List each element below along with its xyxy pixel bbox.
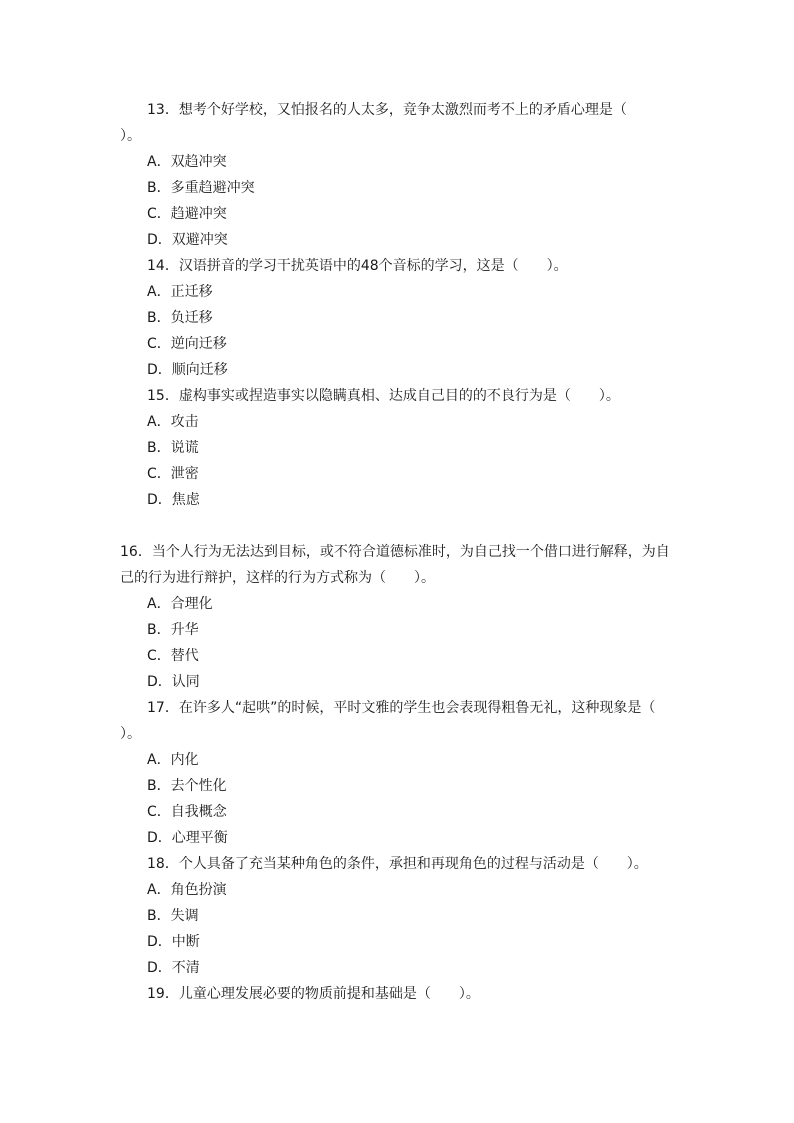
question-18-option-d: D．不清 [147, 960, 200, 976]
question-15-option-d: D．焦虑 [147, 492, 200, 508]
question-18-text: 18．个人具备了充当某种角色的条件，承担和再现角色的过程与活动是（ ）。 [147, 856, 648, 872]
question-16-option-b: B．升华 [147, 622, 199, 638]
question-15-option-a: A．攻击 [147, 414, 199, 430]
question-16-text-cont: 己的行为进行辩护，这样的行为方式称为（ ）。 [120, 570, 435, 586]
question-13-text: 13．想考个好学校，又怕报名的人太多，竞争太激烈而考不上的矛盾心理是（ [147, 102, 627, 118]
question-17-text: 17．在许多人“起哄”的时候，平时文雅的学生也会表现得粗鲁无礼，这种现象是（ [147, 700, 656, 716]
question-18-option-c: D．中断 [147, 934, 200, 950]
question-15-text: 15．虚构事实或捏造事实以隐瞒真相、达成自己目的的不良行为是（ ）。 [147, 388, 620, 404]
question-13-option-c: C．趋避冲突 [147, 206, 227, 222]
question-14-option-a: A．正迁移 [147, 284, 213, 300]
question-16-option-a: A．合理化 [147, 596, 213, 612]
question-13-text-cont: ）。 [120, 128, 141, 144]
question-16-option-c: C．替代 [147, 648, 199, 664]
question-14-option-c: C．逆向迁移 [147, 336, 227, 352]
question-17-text-cont: ）。 [120, 726, 141, 742]
question-18-option-b: B．失调 [147, 908, 199, 924]
question-14-option-d: D．顺向迁移 [147, 362, 228, 378]
question-14-option-b: B．负迁移 [147, 310, 213, 326]
question-13-option-a: A．双趋冲突 [147, 154, 227, 170]
question-18-option-a: A．角色扮演 [147, 882, 227, 898]
question-13-option-b: B．多重趋避冲突 [147, 180, 255, 196]
question-17-option-a: A．内化 [147, 752, 199, 768]
question-17-option-d: D．心理平衡 [147, 830, 228, 846]
question-17-option-b: B．去个性化 [147, 778, 227, 794]
question-14-text: 14．汉语拼音的学习干扰英语中的48个音标的学习，这是（ ）。 [147, 258, 568, 274]
question-15-option-b: B．说谎 [147, 440, 199, 456]
question-16-option-d: D．认同 [147, 674, 200, 690]
question-19-text: 19．儿童心理发展必要的物质前提和基础是（ ）。 [147, 986, 480, 1002]
question-16-text: 16．当个人行为无法达到目标，或不符合道德标准时，为自己找一个借口进行解释，为自 [120, 544, 670, 560]
question-15-option-c: C．泄密 [147, 466, 199, 482]
question-13-option-d: D．双避冲突 [147, 232, 228, 248]
question-17-option-c: C．自我概念 [147, 804, 227, 820]
